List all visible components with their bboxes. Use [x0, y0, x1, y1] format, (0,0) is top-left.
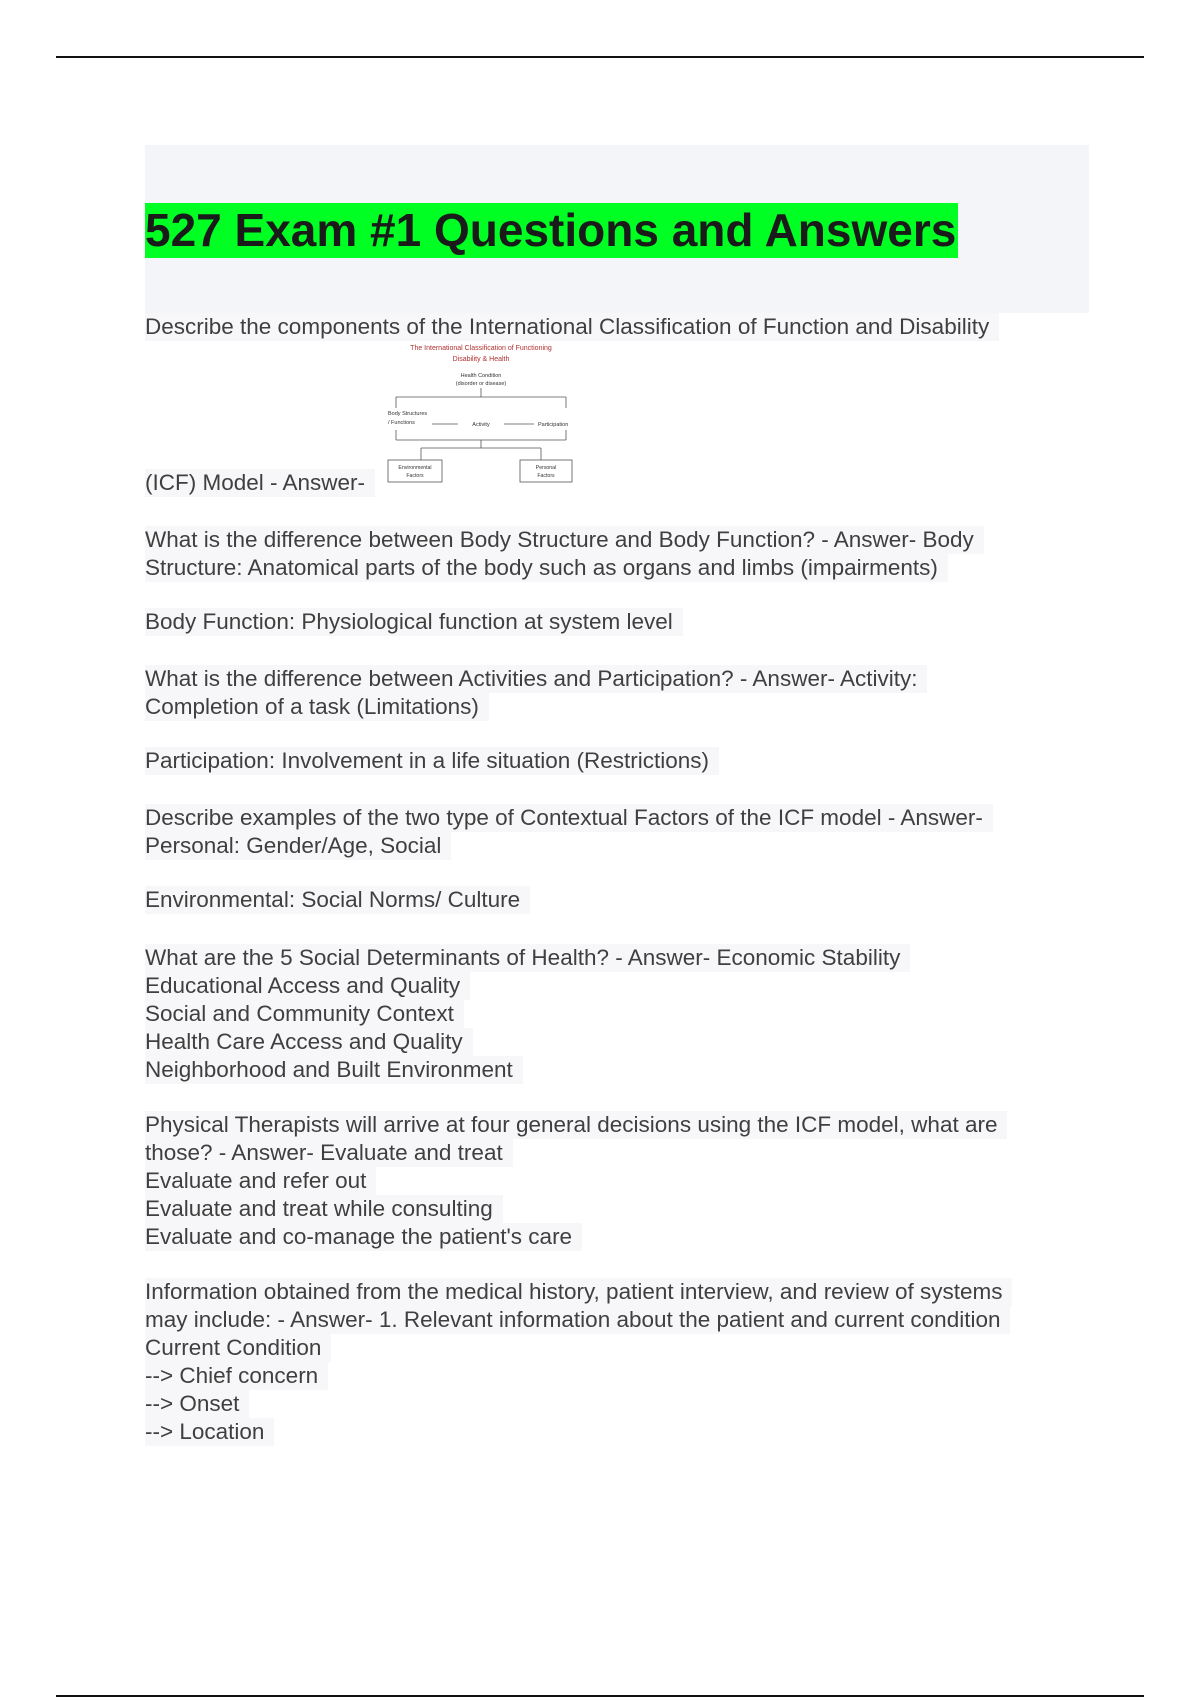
text-line: --> Onset [145, 1390, 249, 1418]
answer-body-function [145, 608, 683, 636]
question-social-determinants [145, 944, 910, 1084]
text-line: Neighborhood and Built Environment [145, 1056, 523, 1084]
text-line: What are the 5 Social Determinants of Health? - Answer- Economic Stability [145, 944, 910, 972]
text-line: --> Location [145, 1418, 274, 1446]
text-line: What is the difference between Activities and Participation? - Answer- Activity: [145, 665, 927, 693]
question-icf-answer-label [145, 469, 375, 497]
bottom-rule [56, 1695, 1144, 1697]
question-pt-decisions [145, 1111, 1007, 1251]
text-line: Structure: Anatomical parts of the body such as organs and limbs (impairments) [145, 554, 948, 582]
icf-diagram-svg [386, 342, 576, 490]
text-line: (ICF) Model - Answer- [145, 469, 375, 497]
icf-personal-1: Personal [535, 465, 557, 471]
text-line: Participation: Involvement in a life situation (Restrictions) [145, 747, 719, 775]
document-title: 527 Exam #1 Questions and Answers [145, 204, 957, 256]
text-line: those? - Answer- Evaluate and treat [145, 1139, 513, 1167]
answer-environmental [145, 886, 530, 914]
icf-participation: Participation [538, 422, 569, 428]
icf-body-structure-1: Body Structures [388, 411, 428, 417]
text-line: Describe the components of the International Classification of Function and Disability [145, 313, 999, 341]
text-line: Educational Access and Quality [145, 972, 470, 1000]
text-line: Social and Community Context [145, 1000, 464, 1028]
icf-title-line2: Disability & Health [452, 356, 510, 363]
question-contextual-factors [145, 804, 993, 860]
text-line: Health Care Access and Quality [145, 1028, 473, 1056]
answer-participation [145, 747, 719, 775]
text-line: Evaluate and treat while consulting [145, 1195, 503, 1223]
question-medical-history [145, 1278, 1012, 1446]
text-line: --> Chief concern [145, 1362, 328, 1390]
icf-body-structure-2: / Functions [388, 420, 415, 426]
text-line: Describe examples of the two type of Contextual Factors of the ICF model - Answer- [145, 804, 993, 832]
text-line: Current Condition [145, 1334, 331, 1362]
text-line: Physical Therapists will arrive at four general decisions using the ICF model, what are [145, 1111, 1007, 1139]
icf-title-line1: The International Classification of Functioning [410, 345, 552, 352]
text-line: Completion of a task (Limitations) [145, 693, 489, 721]
icf-environmental-2: Factors [406, 473, 424, 479]
icf-environmental-1: Environmental [398, 465, 432, 471]
text-line: Body Function: Physiological function at system level [145, 608, 683, 636]
text-line: Personal: Gender/Age, Social [145, 832, 451, 860]
text-line: Information obtained from the medical history, patient interview, and review of systems [145, 1278, 1012, 1306]
question-body-structure-function [145, 526, 984, 582]
icf-personal-2: Factors [537, 473, 555, 479]
icf-model-diagram [386, 342, 576, 490]
top-rule [56, 56, 1144, 58]
question-activities-participation [145, 665, 927, 721]
icf-health-condition-1: Health Condition [460, 373, 502, 379]
question-icf-components [145, 313, 999, 341]
icf-activity: Activity [472, 422, 490, 428]
text-line: Environmental: Social Norms/ Culture [145, 886, 530, 914]
text-line: may include: - Answer- 1. Relevant information about the patient and current condition [145, 1306, 1010, 1334]
text-line: Evaluate and co-manage the patient's care [145, 1223, 582, 1251]
text-line: Evaluate and refer out [145, 1167, 376, 1195]
icf-health-condition-2: (disorder or disease) [455, 381, 507, 387]
text-line: What is the difference between Body Structure and Body Function? - Answer- Body [145, 526, 984, 554]
